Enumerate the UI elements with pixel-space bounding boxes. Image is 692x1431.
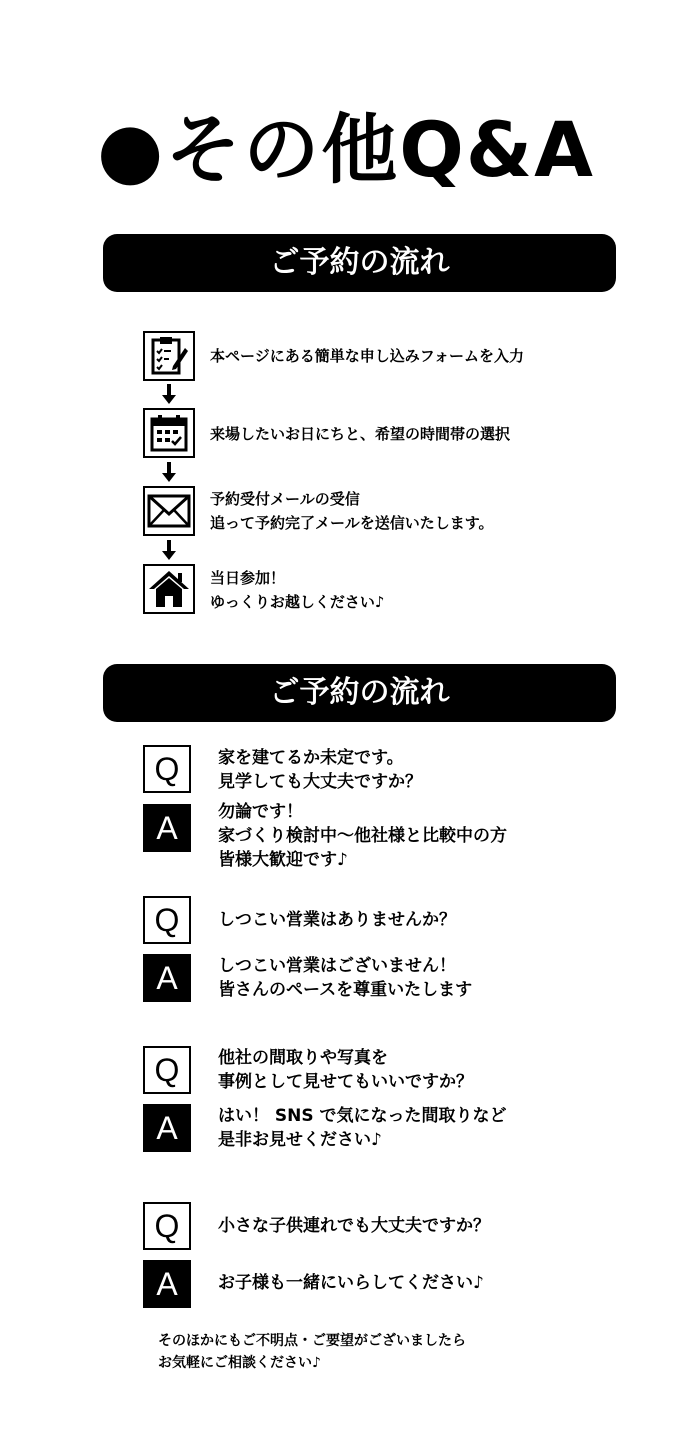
flow-step-text: 本ページにある簡単な申し込みフォームを入力 xyxy=(210,347,524,365)
flow-step-text: 予約受付メールの受信 追って予約完了メールを送信いたします。 xyxy=(210,490,494,532)
answer-text: はい！ SNS で気になった間取りなど 是非お見せください♪ xyxy=(218,1106,507,1150)
answer-text: 勿論です！ 家づくり検討中～他社様と比較中の方 皆様大歓迎です♪ xyxy=(218,802,507,870)
question-text: しつこい営業はありませんか？ xyxy=(218,910,456,930)
question-badge: Q xyxy=(143,1202,191,1250)
footer-note: そのほかにもご不明点・ご要望がございましたら お気軽にご相談ください♪ xyxy=(158,1333,466,1371)
page-title: ●その他Q&A xyxy=(96,105,596,194)
answer-badge: A xyxy=(143,804,191,852)
answer-text: しつこい営業はございません！ 皆さんのペースを尊重いたします xyxy=(218,956,473,1000)
section-heading-qa: ご予約の流れ xyxy=(103,664,616,722)
house-icon xyxy=(143,564,195,614)
question-text: 家を建てるか未定です。 見学しても大丈夫ですか？ xyxy=(218,748,422,792)
question-text: 他社の間取りや写真を 事例として見せてもいいですか？ xyxy=(218,1048,473,1092)
section-heading-reservation-flow: ご予約の流れ xyxy=(103,234,616,292)
question-badge: Q xyxy=(143,1046,191,1094)
flow-step-text: 当日参加！ ゆっくりお越しください♪ xyxy=(210,569,385,611)
flow-arrow xyxy=(167,384,171,396)
calendar-icon xyxy=(143,408,195,458)
answer-badge: A xyxy=(143,954,191,1002)
answer-badge: A xyxy=(143,1104,191,1152)
envelope-icon xyxy=(143,486,195,536)
flow-arrow xyxy=(167,540,171,552)
question-text: 小さな子供連れでも大丈夫ですか？ xyxy=(218,1216,490,1236)
answer-badge: A xyxy=(143,1260,191,1308)
question-badge: Q xyxy=(143,896,191,944)
clipboard-icon xyxy=(143,331,195,381)
question-badge: Q xyxy=(143,745,191,793)
flow-arrow xyxy=(167,462,171,474)
answer-text: お子様も一緒にいらしてください♪ xyxy=(218,1273,484,1293)
flow-step-text: 来場したいお日にちと、希望の時間帯の選択 xyxy=(210,425,511,443)
